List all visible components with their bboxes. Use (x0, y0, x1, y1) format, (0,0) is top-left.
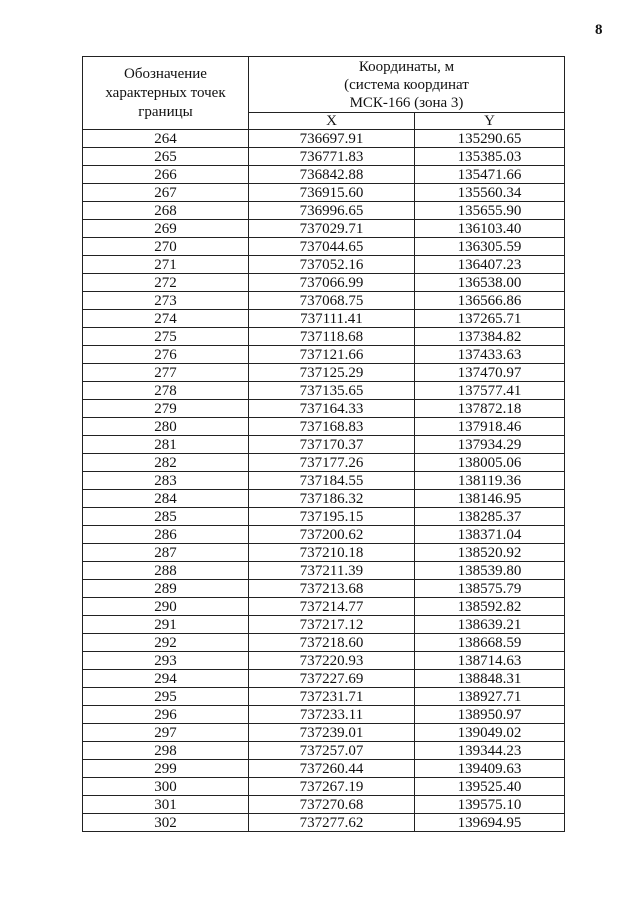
y-cell: 139525.40 (415, 778, 565, 796)
x-cell: 737217.12 (249, 616, 415, 634)
point-cell: 266 (83, 166, 249, 184)
x-cell: 737210.18 (249, 544, 415, 562)
x-cell: 737121.66 (249, 346, 415, 364)
y-cell: 137384.82 (415, 328, 565, 346)
point-cell: 288 (83, 562, 249, 580)
point-cell: 300 (83, 778, 249, 796)
y-cell: 139694.95 (415, 814, 565, 832)
table-row (83, 328, 565, 346)
x-cell: 737231.71 (249, 688, 415, 706)
y-cell: 138119.36 (415, 472, 565, 490)
y-cell: 136566.86 (415, 292, 565, 310)
x-cell: 737177.26 (249, 454, 415, 472)
table-row (83, 742, 565, 760)
header-coordinates-line3: МСК-166 (зона 3) (349, 94, 464, 111)
x-cell: 737233.11 (249, 706, 415, 724)
x-cell: 737195.15 (249, 508, 415, 526)
x-cell: 737260.44 (249, 760, 415, 778)
y-cell: 136538.00 (415, 274, 565, 292)
header-coordinates-line1: Координаты, м (358, 58, 455, 75)
x-cell: 737220.93 (249, 652, 415, 670)
x-cell: 737200.62 (249, 526, 415, 544)
table-row (83, 796, 565, 814)
point-cell: 290 (83, 598, 249, 616)
header-y: Y (415, 113, 565, 130)
table-row (83, 526, 565, 544)
x-cell: 736996.65 (249, 202, 415, 220)
x-cell: 737270.68 (249, 796, 415, 814)
point-cell: 278 (83, 382, 249, 400)
table-row (83, 166, 565, 184)
y-cell: 138592.82 (415, 598, 565, 616)
table-row (83, 292, 565, 310)
point-cell: 293 (83, 652, 249, 670)
y-cell: 139575.10 (415, 796, 565, 814)
y-cell: 135471.66 (415, 166, 565, 184)
table-row (83, 454, 565, 472)
x-cell: 737213.68 (249, 580, 415, 598)
x-cell: 737125.29 (249, 364, 415, 382)
point-cell: 280 (83, 418, 249, 436)
point-cell: 273 (83, 292, 249, 310)
point-cell: 289 (83, 580, 249, 598)
point-cell: 269 (83, 220, 249, 238)
table-row (83, 778, 565, 796)
table-row (83, 670, 565, 688)
y-cell: 138927.71 (415, 688, 565, 706)
y-cell: 139344.23 (415, 742, 565, 760)
y-cell: 139049.02 (415, 724, 565, 742)
table-row (83, 598, 565, 616)
point-cell: 297 (83, 724, 249, 742)
table-row (83, 562, 565, 580)
header-coordinates (249, 57, 565, 113)
point-cell: 296 (83, 706, 249, 724)
point-cell: 287 (83, 544, 249, 562)
table-row (83, 184, 565, 202)
point-cell: 271 (83, 256, 249, 274)
point-cell: 283 (83, 472, 249, 490)
table-row (83, 688, 565, 706)
header-coordinates-line2: (система координат (344, 76, 469, 93)
x-cell: 737186.32 (249, 490, 415, 508)
x-cell: 737184.55 (249, 472, 415, 490)
header-point-designation: Обозначение характерных точек границы (83, 57, 249, 130)
x-cell: 737170.37 (249, 436, 415, 454)
x-cell: 737211.39 (249, 562, 415, 580)
table-row (83, 544, 565, 562)
table-row (83, 364, 565, 382)
point-cell: 281 (83, 436, 249, 454)
table-row (83, 400, 565, 418)
table-row (83, 238, 565, 256)
x-cell: 737277.62 (249, 814, 415, 832)
page-number: 8 (595, 22, 603, 38)
x-cell: 736842.88 (249, 166, 415, 184)
y-cell: 136103.40 (415, 220, 565, 238)
x-cell: 737068.75 (249, 292, 415, 310)
table-row (83, 508, 565, 526)
table-row (83, 202, 565, 220)
x-cell: 737111.41 (249, 310, 415, 328)
coordinates-table (82, 56, 565, 832)
table-row (83, 346, 565, 364)
y-cell: 135560.34 (415, 184, 565, 202)
point-cell: 272 (83, 274, 249, 292)
table-row (83, 814, 565, 832)
table-row (83, 382, 565, 400)
y-cell: 139409.63 (415, 760, 565, 778)
x-cell: 737227.69 (249, 670, 415, 688)
x-cell: 737168.83 (249, 418, 415, 436)
x-cell: 737164.33 (249, 400, 415, 418)
x-cell: 737135.65 (249, 382, 415, 400)
y-cell: 137918.46 (415, 418, 565, 436)
x-cell: 737257.07 (249, 742, 415, 760)
x-cell: 737052.16 (249, 256, 415, 274)
x-cell: 737267.19 (249, 778, 415, 796)
point-cell: 294 (83, 670, 249, 688)
x-cell: 737239.01 (249, 724, 415, 742)
table-row (83, 724, 565, 742)
y-cell: 138950.97 (415, 706, 565, 724)
point-cell: 284 (83, 490, 249, 508)
point-cell: 275 (83, 328, 249, 346)
table-row (83, 256, 565, 274)
table-row (83, 436, 565, 454)
y-cell: 135385.03 (415, 148, 565, 166)
point-cell: 295 (83, 688, 249, 706)
table-row (83, 418, 565, 436)
x-cell: 737118.68 (249, 328, 415, 346)
table-row (83, 490, 565, 508)
table-row (83, 310, 565, 328)
table-row (83, 130, 565, 148)
point-cell: 301 (83, 796, 249, 814)
x-cell: 736915.60 (249, 184, 415, 202)
y-cell: 138285.37 (415, 508, 565, 526)
y-cell: 138146.95 (415, 490, 565, 508)
point-cell: 291 (83, 616, 249, 634)
table-row (83, 760, 565, 778)
point-cell: 277 (83, 364, 249, 382)
y-cell: 138714.63 (415, 652, 565, 670)
table-row (83, 220, 565, 238)
table-body (83, 130, 565, 832)
point-cell: 265 (83, 148, 249, 166)
x-cell: 737214.77 (249, 598, 415, 616)
y-cell: 138575.79 (415, 580, 565, 598)
y-cell: 137934.29 (415, 436, 565, 454)
point-cell: 299 (83, 760, 249, 778)
table-row (83, 472, 565, 490)
table-row (83, 634, 565, 652)
x-cell: 737066.99 (249, 274, 415, 292)
table-row (83, 616, 565, 634)
point-cell: 282 (83, 454, 249, 472)
y-cell: 137872.18 (415, 400, 565, 418)
point-cell: 292 (83, 634, 249, 652)
y-cell: 138539.80 (415, 562, 565, 580)
point-cell: 279 (83, 400, 249, 418)
point-cell: 302 (83, 814, 249, 832)
header-x: X (249, 113, 415, 130)
point-cell: 267 (83, 184, 249, 202)
y-cell: 137433.63 (415, 346, 565, 364)
x-cell: 736771.83 (249, 148, 415, 166)
y-cell: 137470.97 (415, 364, 565, 382)
y-cell: 138848.31 (415, 670, 565, 688)
x-cell: 737044.65 (249, 238, 415, 256)
y-cell: 138639.21 (415, 616, 565, 634)
y-cell: 135655.90 (415, 202, 565, 220)
y-cell: 135290.65 (415, 130, 565, 148)
y-cell: 137265.71 (415, 310, 565, 328)
table-row (83, 148, 565, 166)
y-cell: 136407.23 (415, 256, 565, 274)
point-cell: 285 (83, 508, 249, 526)
table-row (83, 274, 565, 292)
point-cell: 276 (83, 346, 249, 364)
y-cell: 136305.59 (415, 238, 565, 256)
table-row (83, 580, 565, 598)
point-cell: 268 (83, 202, 249, 220)
point-cell: 270 (83, 238, 249, 256)
y-cell: 138668.59 (415, 634, 565, 652)
y-cell: 138005.06 (415, 454, 565, 472)
point-cell: 286 (83, 526, 249, 544)
y-cell: 138520.92 (415, 544, 565, 562)
x-cell: 736697.91 (249, 130, 415, 148)
x-cell: 737029.71 (249, 220, 415, 238)
y-cell: 138371.04 (415, 526, 565, 544)
point-cell: 274 (83, 310, 249, 328)
table-row (83, 706, 565, 724)
x-cell: 737218.60 (249, 634, 415, 652)
point-cell: 264 (83, 130, 249, 148)
y-cell: 137577.41 (415, 382, 565, 400)
table-row (83, 652, 565, 670)
point-cell: 298 (83, 742, 249, 760)
